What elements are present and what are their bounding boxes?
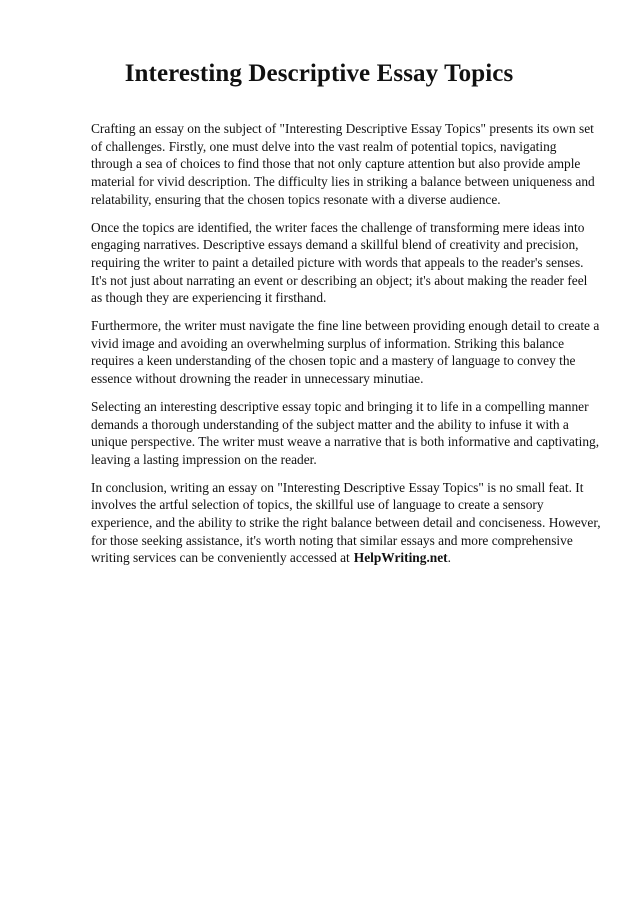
paragraph-5-text: In conclusion, writing an essay on "Interesting Descriptive Essay Topics" is no small feat. It involves the artful selection of topics, the skillful use of language to create a sensory experience, and the ability to strike the right balance between detail and conciseness. However, for those seeking assistance, it's worth noting that similar essays and more comprehensive writing services can be conveniently accessed at [91,479,601,566]
paragraph-5 [91,479,601,568]
paragraph-2: Once the topics are identified, the writer faces the challenge of transforming mere ideas into engaging narratives. Descriptive essays demand a skillful blend of creativity and precision, requiring the writer to paint a detailed picture with words that appeals to the reader's senses. It's not just about narrating an event or describing an object; it's about making the reader feel as though they are experiencing it firsthand. [91,219,588,306]
helpwriting-link[interactable]: HelpWriting.net [353,550,448,566]
document-title: Interesting Descriptive Essay Topics [124,60,514,87]
document-body [91,120,601,577]
paragraph-5-end: . [447,550,451,566]
paragraph-4: Selecting an interesting descriptive essay topic and bringing it to life in a compelling manner demands a thorough understanding of the subject matter and the ability to infuse it with a unique perspective. The writer must weave a narrative that is both informative and captivating, leaving a lasting impression on the reader. [91,398,600,467]
paragraph-3: Furthermore, the writer must navigate the fine line between providing enough detail to create a vivid image and avoiding an overwhelming surplus of information. Striking this balance requires a keen understanding of the chosen topic and a mastery of language to convey the essence without drowning the reader in unnecessary minutiae. [91,318,600,387]
paragraph-1: Crafting an essay on the subject of "Interesting Descriptive Essay Topics" presents its own set of challenges. Firstly, one must delve into the vast realm of potential topics, navigating through a sea of choices to find those that not only capture attention but also provide ample material for vivid description. The difficulty lies in striking a balance between uniqueness and relatability, ensuring that the chosen topics resonate with a diverse audience. [91,121,595,207]
